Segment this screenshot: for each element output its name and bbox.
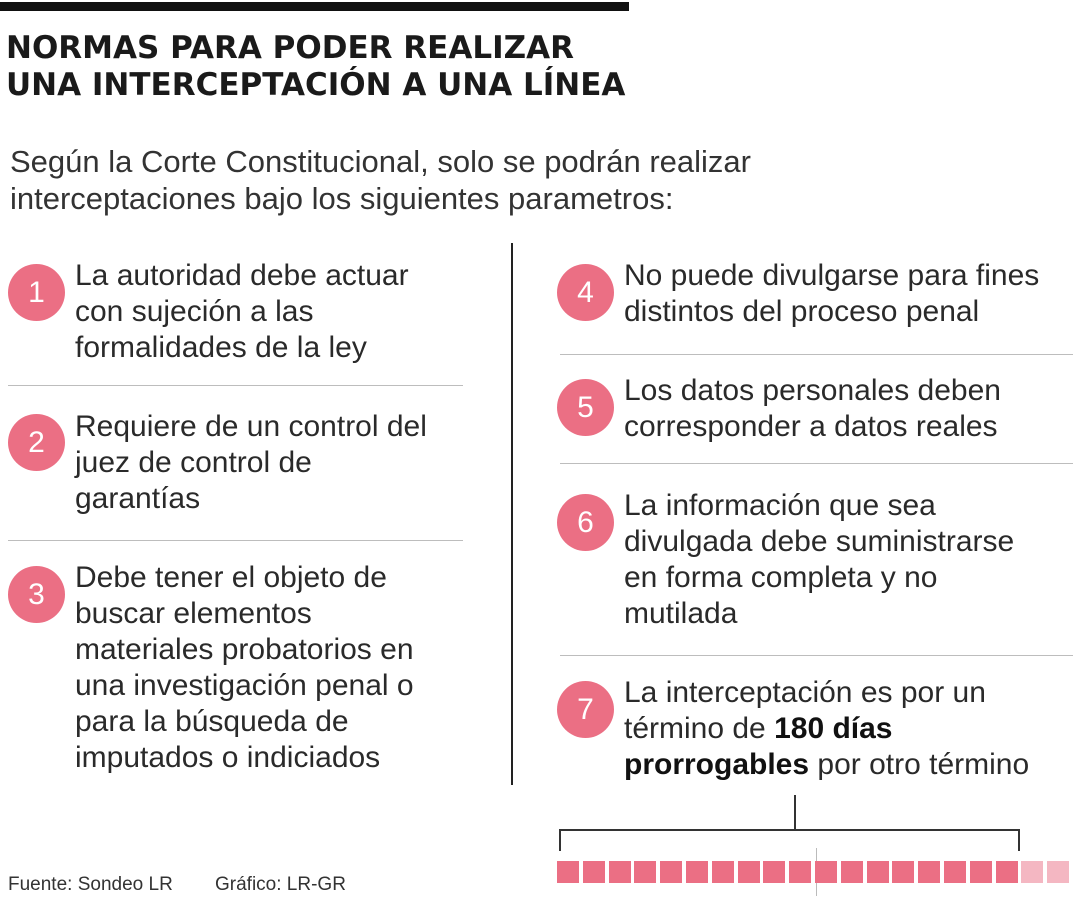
rule-line: formalidades de la ley <box>75 331 367 364</box>
column-divider <box>511 243 513 785</box>
rule-line: buscar elementos <box>75 597 312 630</box>
rule-line: Requiere de un control del <box>75 410 427 443</box>
rule-line: con sujeción a las <box>75 295 314 328</box>
title-line-1: NORMAS PARA PODER REALIZAR <box>6 30 574 66</box>
timeline-block-filled <box>944 861 966 883</box>
separator <box>560 354 1073 355</box>
rule-line: Debe tener el objeto de <box>75 561 387 594</box>
timeline-block-extra <box>1047 861 1069 883</box>
rule-text <box>75 560 414 776</box>
rule-item-7 <box>557 676 1030 783</box>
bracket-stem <box>794 795 796 830</box>
rule-line: No puede divulgarse para fines <box>624 259 1040 292</box>
rule-text-bold: prorrogables <box>624 748 810 781</box>
top-rule <box>0 2 629 11</box>
intro-line-2: interceptaciones bajo los siguientes parametros: <box>10 181 674 216</box>
number-badge: 1 <box>8 264 65 321</box>
rule-item-6 <box>557 489 1015 632</box>
rule-item-4 <box>557 259 1040 330</box>
number-badge: 3 <box>8 566 65 623</box>
timeline-block-filled <box>867 861 889 883</box>
rule-line: juez de control de <box>75 446 312 479</box>
timeline-block-filled <box>763 861 785 883</box>
rule-text <box>624 373 1001 445</box>
rule-line: corresponder a datos reales <box>624 410 998 443</box>
rule-text-normal: término de <box>624 712 775 745</box>
separator <box>560 463 1073 464</box>
rule-item-2 <box>8 410 427 517</box>
timeline-block-filled <box>686 861 708 883</box>
rule-item-3 <box>8 561 414 776</box>
separator <box>560 655 1073 656</box>
rule-text <box>624 258 1039 330</box>
timeline-block-filled <box>609 861 631 883</box>
timeline-block-filled <box>892 861 914 883</box>
rule-text-bold: 180 días <box>774 712 893 745</box>
timeline-block-filled <box>815 861 837 883</box>
number-badge: 5 <box>557 379 614 436</box>
source-credit: Fuente: Sondeo LR <box>8 874 173 895</box>
timeline-block-filled <box>738 861 760 883</box>
rule-line: una investigación penal o <box>75 669 414 702</box>
rule-line: distintos del proceso penal <box>624 295 980 328</box>
number-badge: 7 <box>557 681 614 738</box>
number-badge: 4 <box>557 264 614 321</box>
timeline-block-filled <box>583 861 605 883</box>
timeline-block-filled <box>789 861 811 883</box>
timeline-block-filled <box>918 861 940 883</box>
timeline-block-filled <box>634 861 656 883</box>
timeline-block-extra <box>1021 861 1043 883</box>
rule-text <box>624 488 1014 632</box>
rule-line: en forma completa y no <box>624 561 938 594</box>
separator <box>8 385 463 386</box>
rule-text <box>75 258 409 366</box>
number-badge: 6 <box>557 494 614 551</box>
rule-line: La interceptación es por un <box>624 676 986 709</box>
number-badge: 2 <box>8 414 65 471</box>
rule-line <box>624 747 1029 783</box>
rule-item-5 <box>557 374 1001 445</box>
timeline-block-filled <box>557 861 579 883</box>
rule-line: mutilada <box>624 597 738 630</box>
rule-line: La información que sea <box>624 489 936 522</box>
period-bracket <box>559 829 1020 851</box>
title-line-2: UNA INTERCEPTACIÓN A UNA LÍNEA <box>6 67 626 103</box>
page-title <box>6 30 625 104</box>
timeline-block-filled <box>970 861 992 883</box>
timeline-block-filled <box>660 861 682 883</box>
rule-line: para la búsqueda de <box>75 705 349 738</box>
rule-text <box>624 675 1029 783</box>
rule-line: divulgada debe suministrarse <box>624 525 1015 558</box>
rule-line: Los datos personales deben <box>624 374 1001 407</box>
timeline-block-filled <box>712 861 734 883</box>
rule-text-normal: por otro término <box>809 748 1030 781</box>
rule-line <box>624 711 1029 747</box>
rule-line: La autoridad debe actuar <box>75 259 409 292</box>
graphic-credit: Gráfico: LR-GR <box>215 874 346 895</box>
rule-text <box>75 409 427 517</box>
timeline-block-filled <box>841 861 863 883</box>
intro-line-1: Según la Corte Constitucional, solo se podrán realizar <box>10 144 751 179</box>
rule-item-1 <box>8 259 409 366</box>
timeline-block-filled <box>996 861 1018 883</box>
rule-line: materiales probatorios en <box>75 633 414 666</box>
rule-line: garantías <box>75 482 201 515</box>
rule-line: imputados o indiciados <box>75 741 381 774</box>
separator <box>8 540 463 541</box>
intro-text <box>10 143 810 217</box>
